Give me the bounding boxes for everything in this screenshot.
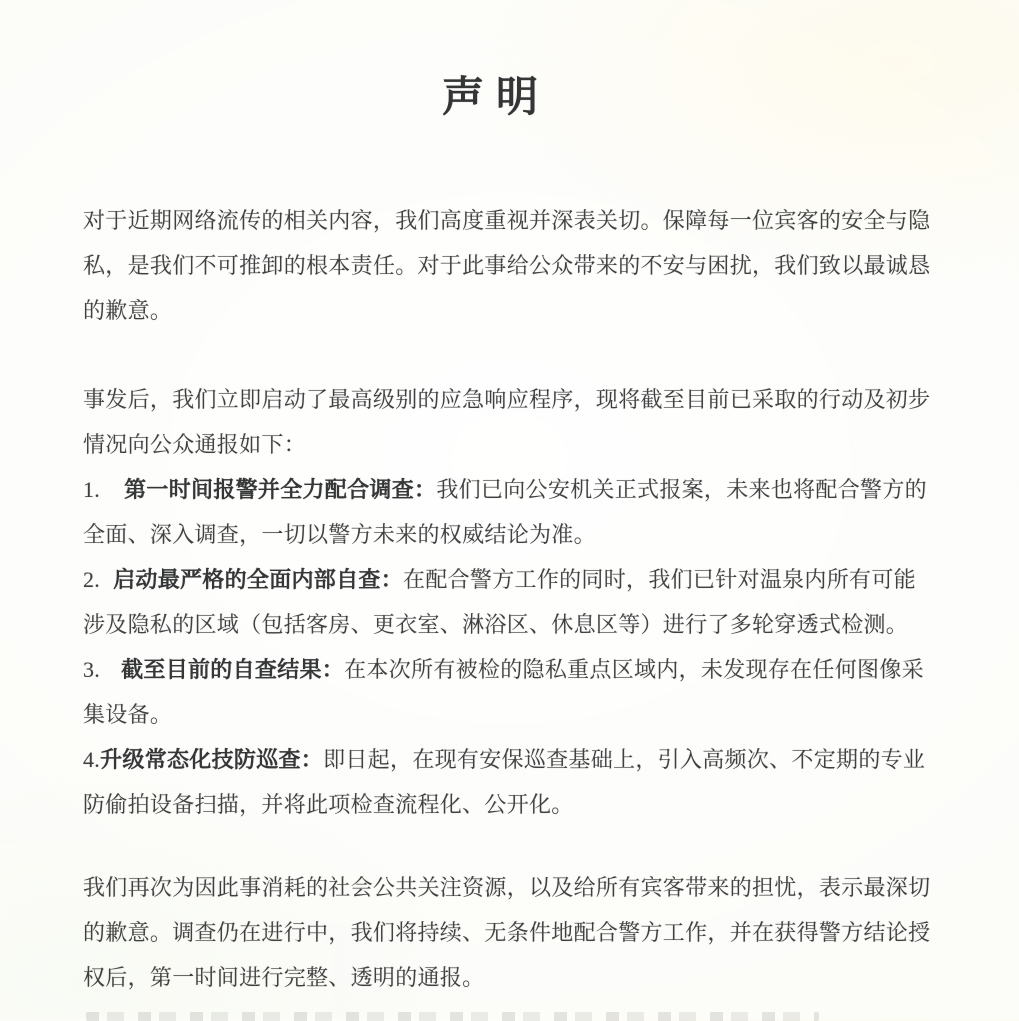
item-number: 3. [83, 657, 101, 682]
actions-intro-paragraph [83, 377, 937, 467]
statement-line: 的歉意。调查仍在进行中，我们将持续、无条件地配合警方工作，并在获得警方结论授 [83, 920, 931, 945]
statement-line: 权后，第一时间进行完整、透明的通报。 [83, 965, 485, 990]
page-title: 声明 [441, 75, 550, 121]
item-text: 在配合警方工作的同时，我们已针对温泉内所有可能 [403, 567, 916, 592]
statement-line: 涉及隐私的区域（包括客房、更衣室、淋浴区、休息区等）进行了多轮穿透式检测。 [83, 612, 909, 637]
statement-body [83, 198, 937, 1000]
statement-line: 私，是我们不可推卸的根本责任。对于此事给公众带来的不安与困扰，我们致以最诚恳 [83, 253, 931, 278]
item-number: 4. [83, 747, 101, 772]
item-number: 1. [83, 477, 101, 502]
numbered-list [83, 467, 937, 827]
statement-line: 对于近期网络流传的相关内容，我们高度重视并深表关切。保障每一位宾客的安全与隐 [83, 208, 931, 233]
statement-line: 的歉意。 [83, 298, 173, 323]
statement-line: 我们再次为因此事消耗的社会公共关注资源，以及给所有宾客带来的担忧，表示最深切 [83, 875, 931, 900]
item-lead: 升级常态化技防巡查： [100, 747, 324, 772]
item-number: 2. [83, 567, 101, 592]
list-item [83, 467, 937, 557]
intro-paragraph [83, 198, 937, 333]
item-lead: 启动最严格的全面内部自查： [113, 567, 404, 592]
list-item [83, 647, 937, 737]
statement-line: 事发后，我们立即启动了最高级别的应急响应程序，现将截至目前已采取的行动及初步 [83, 387, 931, 412]
item-lead: 截至目前的自查结果： [121, 657, 345, 682]
statement-line: 情况向公众通报如下： [83, 432, 307, 457]
statement-line: 集设备。 [83, 702, 173, 727]
list-item [83, 737, 937, 827]
item-text: 我们已向公安机关正式报案，未来也将配合警方的 [436, 477, 927, 502]
item-lead: 第一时间报警并全力配合调查： [124, 477, 437, 502]
statement-line: 全面、深入调查，一切以警方未来的权威结论为准。 [83, 522, 596, 547]
closing-paragraph [83, 865, 937, 1000]
cropped-bottom-text-remnant [86, 1012, 819, 1021]
statement-line: 防偷拍设备扫描，并将此项检查流程化、公开化。 [83, 792, 574, 817]
item-text: 在本次所有被检的隐私重点区域内，未发现存在任何图像采 [344, 657, 924, 682]
list-item [83, 557, 937, 647]
item-text: 即日起，在现有安保巡查基础上，引入高频次、不定期的专业 [323, 747, 926, 772]
